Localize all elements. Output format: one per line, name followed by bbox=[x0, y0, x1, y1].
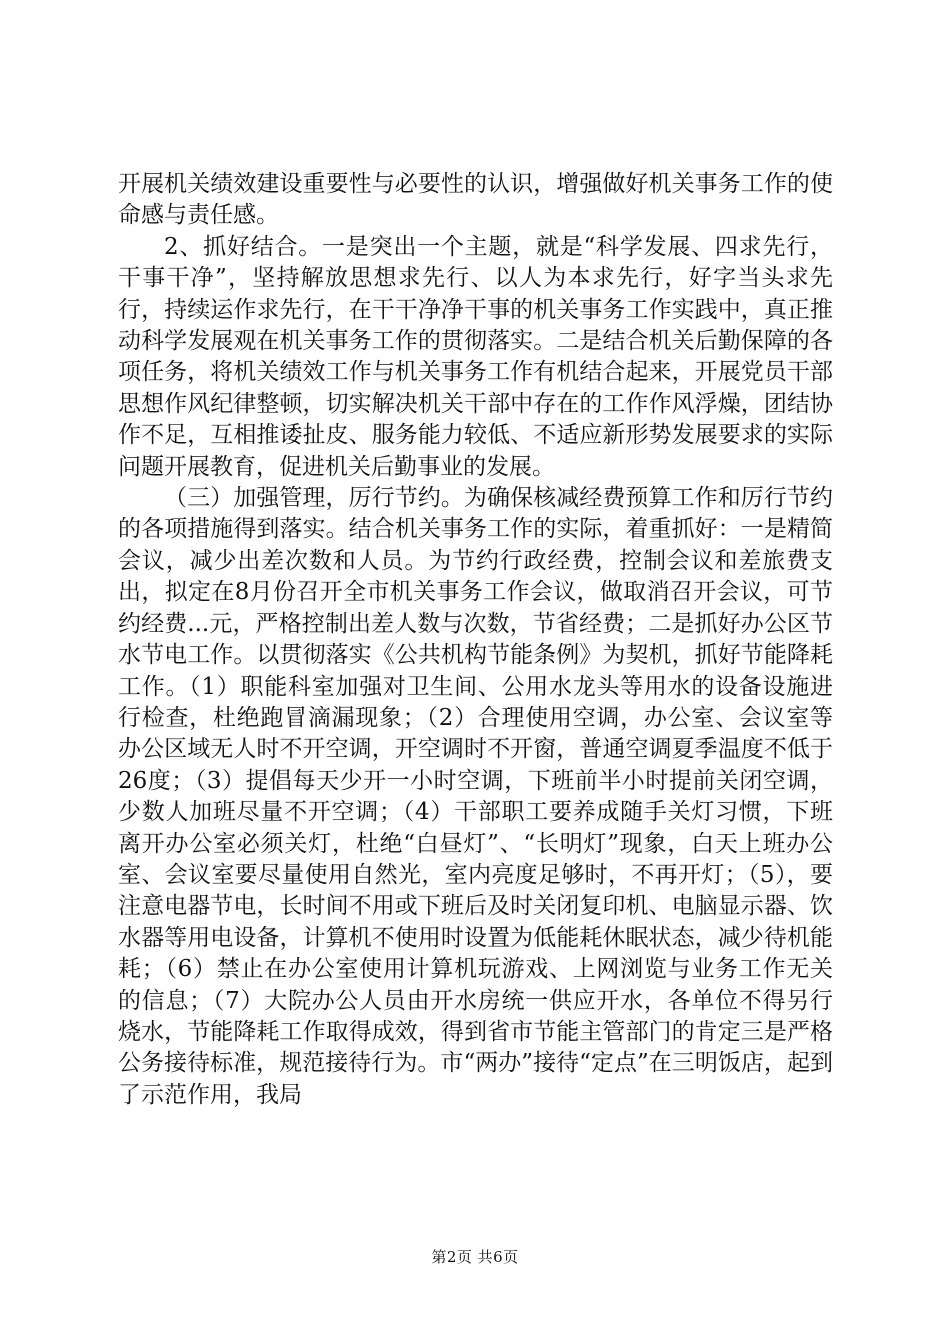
paragraph-continuation: 开展机关绩效建设重要性与必要性的认识，增强做好机关事务工作的使命感与责任感。 bbox=[118, 171, 833, 229]
document-body bbox=[118, 169, 833, 1111]
paragraph-management-thrift: （三）加强管理，厉行节约。为确保核减经费预算工作和厉行节约的各项措施得到落实。结合机关事务工作的实际，着重抓好：一是精简会议，减少出差次数和人员。为节约行政经费，控制会议和差旅费支出，拟定在8月份召开全市机关事务工作会议，做取消召开会议，可节约经费...元，严格控制出差人数与次数，节省经费；二是抓好办公区节水节电工作。以贯彻落实《公共机构节能条例》为契机，抓好节能降耗工作。（1）职能科室加强对卫生间、公用水龙头等用水的设备设施进行检查，杜绝跑冒滴漏现象；（2）合理使用空调，办公室、会议室等办公区域无人时不开空调，开空调时不开窗，普通空调夏季温度不低于26度；（3）提倡每天少开一小时空调，下班前半小时提前关闭空调，少数人加班尽量不开空调；（4）干部职工要养成随手关灯习惯，下班离开办公室必须关灯，杜绝“白昼灯”、“长明灯”现象，白天上班办公室、会议室要尽量使用自然光，室内亮度足够时，不再开灯；（5），要注意电器节电，长时间不用或下班后及时关闭复印机、电脑显示器、饮水器等用电设备，计算机不使用时设置为低能耗休眠状态，减少待机能耗；（6）禁止在办公室使用计算机玩游戏、上网浏览与业务工作无关的信息；（7）大院办公人员由开水房统一供应开水，各单位不得另行烧水，节能降耗工作取得成效，得到省市节能主管部门的肯定三是严格公务接待标准，规范接待行为。市“两办”接待“定点”在三明饭店，起到了示范作用，我局 bbox=[118, 485, 833, 1108]
paragraph-combine: 2、抓好结合。一是突出一个主题，就是“科学发展、四求先行，干事干净”，坚持解放思想求先行、以人为本求先行，好字当头求先行，持续运作求先行，在干干净净干事的机关事务工作实践中，真正推动科学发展观在机关事务工作的贯彻落实。二是结合机关后勤保障的各项任务，将机关绩效工作与机关事务工作有机结合起来，开展党员干部思想作风纪律整顿，切实解决机关干部中存在的工作作风浮燥，团结协作不足，互相推诿扯皮、服务能力较低、不适应新形势发展要求的实际问题开展教育，促进机关后勤事业的发展。 bbox=[118, 233, 833, 480]
page-number-footer: 第2页 共6页 bbox=[431, 1248, 519, 1266]
